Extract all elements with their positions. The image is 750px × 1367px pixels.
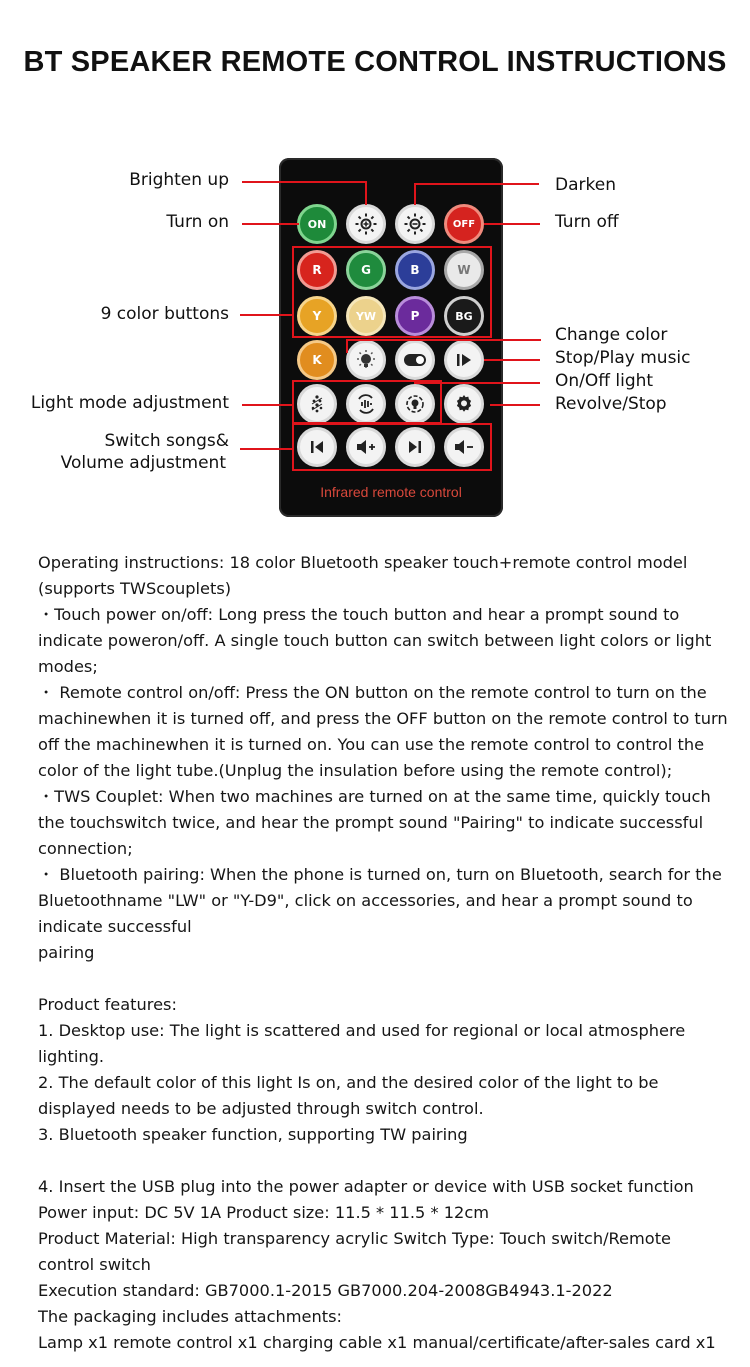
leader-revolve (490, 404, 540, 406)
leader-brighten (242, 181, 366, 183)
on-button: ON (297, 204, 337, 244)
feature-line: 2. The default color of this light Is on, and the desired color of the light to be displayed needs to be adjusted through switch control. (38, 1073, 659, 1118)
instruction-line: ・ Bluetooth pairing: When the phone is turned on, turn on Bluetooth, search for the Bluetoothname "LW" or "Y-D9", click on accessories, and hear a prompt sound to indicate successful (38, 865, 722, 936)
label-change-color: Change color (555, 325, 668, 345)
label-light-mode: Light mode adjustment (30, 393, 229, 413)
toggle-icon (403, 353, 427, 367)
leader-turn-on (242, 223, 299, 225)
label-turn-off: Turn off (555, 212, 619, 232)
color-bulb-icon (355, 349, 377, 371)
instruction-line: ・TWS Couplet: When two machines are turned on at the same time, quickly touch the touchswitch twice, and hear the prompt sound "Pairing" to indicate successful connection; (38, 787, 711, 858)
light-mode-frame (292, 380, 442, 424)
instruction-line: pairing (38, 943, 95, 962)
leader-onoff-light (414, 382, 540, 384)
feature-line: 1. Desktop use: The light is scattered and used for regional or local atmosphere lighting. (38, 1021, 686, 1066)
yellow-button: Y (297, 296, 337, 336)
page-title: BT SPEAKER REMOTE CONTROL INSTRUCTIONS (23, 46, 727, 78)
red-button: R (297, 250, 337, 290)
purple-button: P (395, 296, 435, 336)
revolve-button (444, 384, 484, 424)
features-heading: Product features: (38, 995, 177, 1014)
leader-stop-play (484, 359, 540, 361)
color-buttons-frame (292, 246, 492, 338)
instruction-line: ・ Remote control on/off: Press the ON button on the remote control to turn on the machinewhen it is turned off, and press the OFF button on the remote control to turn off the machinewhen it is turned on. You can use the remote control to control the color of the light tube.(Unplug the insulation before using the remote control); (38, 683, 728, 780)
green-button: G (346, 250, 386, 290)
darken-button (395, 204, 435, 244)
instruction-line: Operating instructions: 18 color Bluetooth speaker touch+remote control model (supports TWScouplets) (38, 553, 688, 598)
spec-line: Power input: DC 5V 1A Product size: 11.5 * 11.5 * 12cm (38, 1203, 489, 1222)
remote-footer: Infrared remote control (320, 484, 462, 500)
leader-change-color-v (346, 339, 348, 353)
spec-line: The packaging includes attachments: (38, 1307, 342, 1326)
label-color-buttons: 9 color buttons (100, 304, 229, 324)
leader-brighten-v (365, 181, 367, 205)
sun-plus-icon (354, 212, 378, 236)
spec-line: 4. Insert the USB plug into the power adapter or device with USB socket function (38, 1177, 694, 1196)
leader-light-mode (242, 404, 293, 406)
spec-line: Execution standard: GB7000.1-2015 GB7000.204-2008GB4943.1-2022 (38, 1281, 613, 1300)
leader-darken (414, 183, 539, 185)
remote-control (279, 158, 503, 517)
k-button: K (297, 340, 337, 380)
onoff-light-button (395, 340, 435, 380)
feature-line: 3. Bluetooth speaker function, supporting TW pairing (38, 1125, 468, 1144)
warm-white-button: YW (346, 296, 386, 336)
label-revolve: Revolve/Stop (555, 394, 667, 414)
bg-button: BG (444, 296, 484, 336)
label-brighten-up: Brighten up (129, 170, 229, 190)
gear-icon (453, 393, 475, 415)
blue-button: B (395, 250, 435, 290)
spec-line: Lamp x1 remote control x1 charging cable x1 manual/certificate/after-sales card x1 (38, 1333, 716, 1352)
instruction-line: ・Touch power on/off: Long press the touch button and hear a prompt sound to indicate poweron/off. A single touch button can switch between light colors or light modes; (38, 605, 712, 676)
songs-volume-frame (292, 423, 492, 471)
leader-switch-songs (240, 448, 293, 450)
leader-darken-v (414, 183, 416, 205)
white-button: W (444, 250, 484, 290)
spec-line: Product Material: High transparency acrylic Switch Type: Touch switch/Remote control switch (38, 1229, 671, 1274)
play-pause-icon (455, 351, 473, 369)
label-onoff-light: On/Off light (555, 371, 654, 391)
sun-minus-icon (403, 212, 427, 236)
brighten-button (346, 204, 386, 244)
stop-play-button (444, 340, 484, 380)
label-switch-songs-2: Volume adjustment (60, 453, 226, 473)
label-darken: Darken (555, 175, 616, 195)
leader-change-color (346, 339, 541, 341)
label-stop-play: Stop/Play music (555, 348, 691, 368)
off-button: OFF (444, 204, 484, 244)
leader-color-buttons (240, 314, 293, 316)
change-color-button (346, 340, 386, 380)
leader-turn-off (484, 223, 540, 225)
label-switch-songs-1: Switch songs& (104, 431, 229, 451)
label-turn-on: Turn on (166, 212, 229, 232)
instructions-text (38, 550, 728, 1356)
